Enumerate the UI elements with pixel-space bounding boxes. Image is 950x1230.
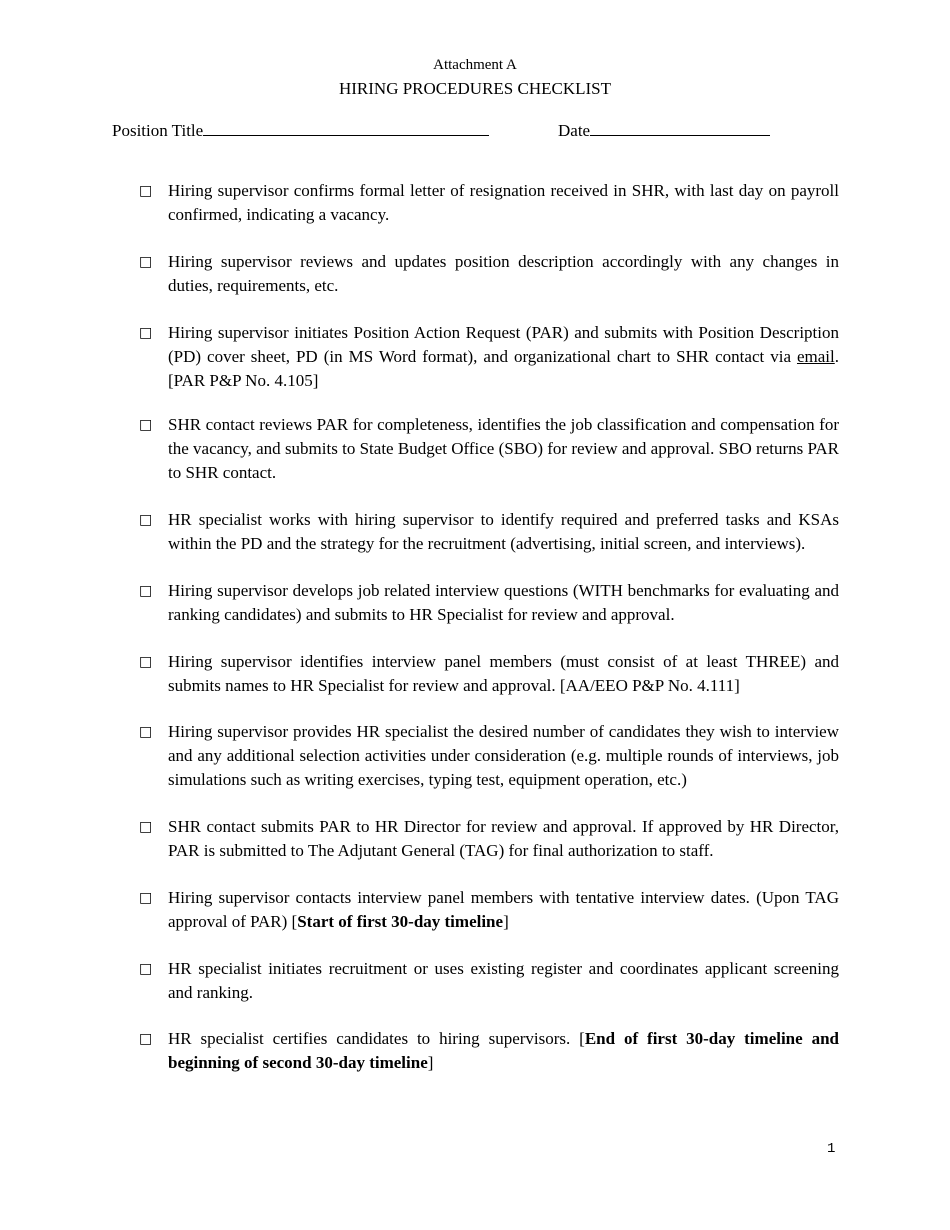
checklist-item bbox=[139, 886, 839, 934]
checkbox[interactable]: □ bbox=[139, 183, 153, 199]
checklist-item-text: HR specialist works with hiring supervisor to identify required and preferred tasks and KSAs within the PD and the strategy for the recruitment (advertising, initial screen, and interviews). bbox=[168, 510, 839, 553]
checkbox[interactable]: □ bbox=[139, 583, 153, 599]
position-title-label: Position Title bbox=[112, 121, 204, 140]
checkbox[interactable]: □ bbox=[139, 890, 153, 906]
checklist-item bbox=[139, 413, 839, 485]
checklist-item-text: Hiring supervisor provides HR specialist the desired number of candidates they wish to interview and any additional selection activities under consideration (e.g. multiple rounds of interviews, job simulations such as writing exercises, typing test, equipment operation, etc.) bbox=[168, 722, 839, 789]
checklist-item-text: Hiring supervisor confirms formal letter of resignation received in SHR, with last day on payroll confirmed, indicating a vacancy. bbox=[168, 181, 839, 224]
checklist-item bbox=[139, 720, 839, 792]
checklist-item bbox=[139, 250, 839, 298]
attachment-label: Attachment A bbox=[433, 57, 517, 73]
checkbox[interactable]: □ bbox=[139, 512, 153, 528]
checklist-item bbox=[139, 957, 839, 1005]
checklist-item-text: HR specialist certifies candidates to hiring supervisors. [End of first 30-day timeline and beginning of second 30-day timeline] bbox=[168, 1029, 839, 1072]
email-link[interactable]: email bbox=[796, 347, 835, 366]
checklist-item bbox=[139, 508, 839, 556]
checkbox[interactable]: □ bbox=[139, 819, 153, 835]
timeline-marker: End of first 30-day timeline and beginning of second 30-day timeline bbox=[168, 1029, 839, 1072]
checklist-item bbox=[139, 579, 839, 627]
checklist-item-text: Hiring supervisor reviews and updates position description accordingly with any changes in duties, requirements, etc. bbox=[168, 252, 839, 295]
checkbox[interactable]: □ bbox=[139, 654, 153, 670]
timeline-marker: Start of first 30-day timeline bbox=[297, 912, 504, 931]
date-field[interactable] bbox=[558, 119, 770, 142]
checklist-item-text: SHR contact submits PAR to HR Director for review and approval. If approved by HR Director, PAR is submitted to The Adjutant General (TAG) for final authorization to staff. bbox=[168, 817, 839, 860]
checklist-item-text: HR specialist initiates recruitment or uses existing register and coordinates applicant screening and ranking. bbox=[168, 959, 839, 1002]
checklist-item-text: Hiring supervisor develops job related interview questions (WITH benchmarks for evaluating and ranking candidates) and submits to HR Specialist for review and approval. bbox=[168, 581, 839, 624]
page-number: 1 bbox=[827, 1141, 836, 1157]
checklist-item-text: Hiring supervisor contacts interview panel members with tentative interview dates. (Upon TAG approval of PAR) [Start of first 30-day timeline] bbox=[168, 888, 839, 931]
checklist-item-text: SHR contact reviews PAR for completeness, identifies the job classification and compensation for the vacancy, and submits to State Budget Office (SBO) for review and approval. SBO returns PAR to SHR contact. bbox=[168, 415, 839, 482]
checklist-item bbox=[139, 1027, 839, 1075]
checklist-item-text: Hiring supervisor initiates Position Action Request (PAR) and submits with Position Description (PD) cover sheet, PD (in MS Word format), and organizational chart to SHR contact via email. [PAR P&P No. 4.105] bbox=[168, 323, 839, 390]
checklist-item bbox=[139, 321, 839, 393]
page-title: HIRING PROCEDURES CHECKLIST bbox=[338, 79, 612, 98]
header-fields bbox=[112, 119, 832, 141]
position-title-input[interactable] bbox=[203, 119, 489, 136]
checklist-item bbox=[139, 179, 839, 227]
checklist-item bbox=[139, 650, 839, 698]
checkbox[interactable]: □ bbox=[139, 724, 153, 740]
checkbox[interactable]: □ bbox=[139, 254, 153, 270]
checkbox[interactable]: □ bbox=[139, 417, 153, 433]
checklist-item bbox=[139, 815, 839, 863]
position-title-field[interactable] bbox=[112, 119, 489, 142]
date-input[interactable] bbox=[590, 119, 770, 136]
date-label: Date bbox=[558, 121, 591, 140]
checkbox[interactable]: □ bbox=[139, 961, 153, 977]
checkbox[interactable]: □ bbox=[139, 1031, 153, 1047]
checklist-item-text: Hiring supervisor identifies interview panel members (must consist of at least THREE) and submits names to HR Specialist for review and approval. [AA/EEO P&P No. 4.111] bbox=[168, 652, 839, 695]
checkbox[interactable]: □ bbox=[139, 325, 153, 341]
